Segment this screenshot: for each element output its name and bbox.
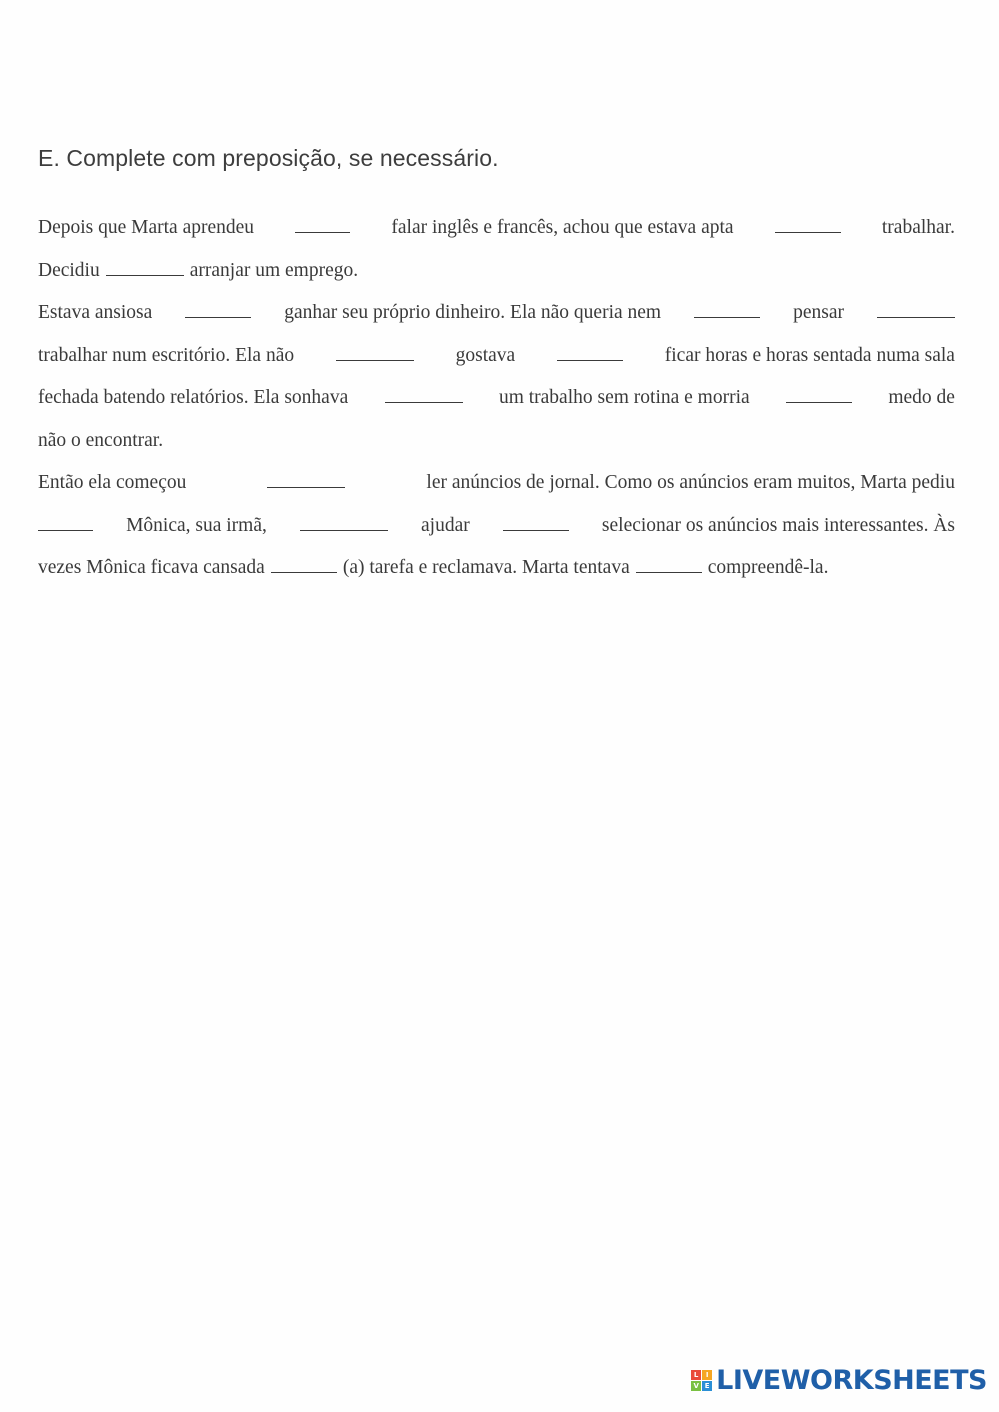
- passage-line: [38, 380, 955, 423]
- answer-blank[interactable]: [636, 550, 702, 573]
- passage-text: pensar: [793, 302, 844, 323]
- passage-text: ajudar: [421, 514, 470, 536]
- passage-line: [38, 508, 955, 551]
- passage-text: medo de: [888, 387, 955, 408]
- answer-blank[interactable]: [300, 508, 388, 531]
- passage-text: falar inglês e francês, achou que estava apta: [391, 217, 734, 238]
- liveworksheets-logo-icon: [691, 1370, 712, 1391]
- passage-line: [38, 338, 955, 381]
- passage-text: gostava: [455, 344, 516, 366]
- logo-mark-tile: L: [691, 1370, 701, 1380]
- passage-line: [38, 210, 955, 253]
- answer-blank[interactable]: [557, 338, 623, 361]
- passage-text: Mônica, sua irmã,: [126, 514, 267, 536]
- passage-text: selecionar os anúncios mais interessantes. Às: [601, 514, 955, 536]
- answer-blank[interactable]: [877, 295, 955, 318]
- passage-text: ficar horas e horas sentada numa sala: [664, 344, 955, 366]
- passage-text: trabalhar.: [881, 217, 955, 238]
- answer-blank[interactable]: [503, 508, 569, 531]
- passage-text: ler anúncios de jornal. Como os anúncios eram muitos, Marta pediu: [426, 472, 955, 493]
- answer-blank[interactable]: [295, 210, 350, 233]
- passage-text: vezes Mônica ficava cansada: [38, 557, 265, 578]
- passage-text: arranjar um emprego.: [189, 259, 359, 281]
- passage-text: Depois que Marta aprendeu: [38, 217, 255, 238]
- answer-blank[interactable]: [185, 295, 251, 318]
- logo-mark-tile: I: [702, 1370, 712, 1380]
- answer-blank[interactable]: [271, 550, 337, 573]
- passage-line: [38, 423, 955, 466]
- passage-text: compreendê-la.: [707, 557, 829, 578]
- passage-text: Decidiu: [38, 259, 100, 281]
- logo-mark-tile: E: [702, 1381, 712, 1391]
- answer-blank[interactable]: [694, 295, 760, 318]
- passage-line: [38, 295, 955, 338]
- answer-blank[interactable]: [775, 210, 841, 233]
- passage-text: trabalhar num escritório. Ela não: [38, 344, 295, 366]
- passage-text: (a) tarefa e reclamava. Marta tentava: [342, 557, 630, 578]
- passage-text: ganhar seu próprio dinheiro. Ela não queria nem: [284, 302, 662, 323]
- passage-text: um trabalho sem rotina e morria: [498, 387, 750, 408]
- liveworksheets-logo: [691, 1365, 987, 1396]
- liveworksheets-logo-text: LIVEWORKSHEETS: [716, 1365, 987, 1396]
- passage-line: [38, 465, 955, 508]
- passage-text: não o encontrar.: [38, 429, 164, 451]
- answer-blank[interactable]: [267, 465, 345, 488]
- answer-blank[interactable]: [385, 380, 463, 403]
- logo-mark-tile: V: [691, 1381, 701, 1391]
- passage-line: [38, 253, 955, 296]
- answer-blank[interactable]: [106, 253, 184, 276]
- passage-text: fechada batendo relatórios. Ela sonhava: [38, 387, 349, 408]
- passage-text: Então ela começou: [38, 472, 187, 493]
- exercise-heading: E. Complete com preposição, se necessário.: [38, 145, 499, 171]
- answer-blank[interactable]: [38, 508, 93, 531]
- passage-line: [38, 550, 955, 593]
- answer-blank[interactable]: [336, 338, 414, 361]
- answer-blank[interactable]: [786, 380, 852, 403]
- exercise-passage: [38, 210, 955, 593]
- passage-text: Estava ansiosa: [38, 302, 153, 323]
